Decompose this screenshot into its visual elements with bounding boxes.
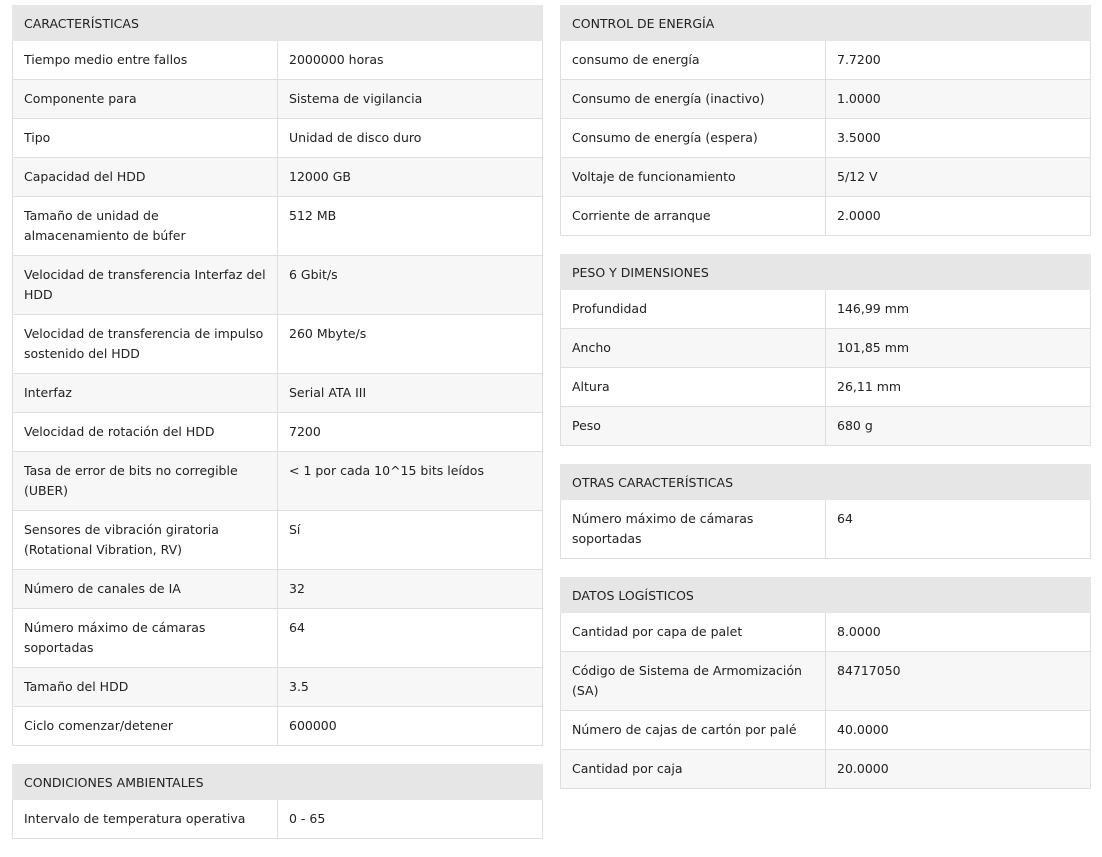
spec-value: 12000 GB bbox=[278, 158, 543, 197]
spec-label: Consumo de energía (inactivo) bbox=[561, 80, 826, 119]
spec-table-condiciones-ambientales bbox=[12, 764, 543, 839]
spec-label: Componente para bbox=[13, 80, 278, 119]
spec-label: Número máximo de cámaras soportadas bbox=[561, 500, 826, 559]
spec-row bbox=[561, 407, 1091, 446]
spec-row bbox=[13, 315, 543, 374]
spec-row bbox=[13, 119, 543, 158]
spec-row bbox=[13, 374, 543, 413]
spec-row bbox=[13, 668, 543, 707]
spec-table-peso-y-dimensiones bbox=[560, 254, 1091, 446]
spec-value: 2.0000 bbox=[826, 197, 1091, 236]
spec-label: Ciclo comenzar/detener bbox=[13, 707, 278, 746]
spec-label: Altura bbox=[561, 368, 826, 407]
spec-value: 680 g bbox=[826, 407, 1091, 446]
spec-row bbox=[561, 290, 1091, 329]
section-header: OTRAS CARACTERÍSTICAS bbox=[561, 465, 1091, 500]
spec-value: 5/12 V bbox=[826, 158, 1091, 197]
spec-value: Serial ATA III bbox=[278, 374, 543, 413]
spec-label: Capacidad del HDD bbox=[13, 158, 278, 197]
spec-row bbox=[561, 197, 1091, 236]
spec-table-otras-caracteristicas bbox=[560, 464, 1091, 559]
spec-label: Número de canales de IA bbox=[13, 570, 278, 609]
spec-row bbox=[13, 256, 543, 315]
spec-value: 26,11 mm bbox=[826, 368, 1091, 407]
spec-table-datos-logisticos bbox=[560, 577, 1091, 789]
spec-row bbox=[13, 41, 543, 80]
spec-label: Tamaño de unidad de almacenamiento de búfer bbox=[13, 197, 278, 256]
spec-label: Cantidad por caja bbox=[561, 750, 826, 789]
spec-row bbox=[561, 158, 1091, 197]
spec-label: Número de cajas de cartón por palé bbox=[561, 711, 826, 750]
spec-table-caracteristicas bbox=[12, 5, 543, 746]
spec-label: Velocidad de rotación del HDD bbox=[13, 413, 278, 452]
spec-label: Tasa de error de bits no corregible (UBER) bbox=[13, 452, 278, 511]
spec-value: 20.0000 bbox=[826, 750, 1091, 789]
spec-value: 146,99 mm bbox=[826, 290, 1091, 329]
spec-row bbox=[561, 750, 1091, 789]
spec-label: Voltaje de funcionamiento bbox=[561, 158, 826, 197]
spec-value: 512 MB bbox=[278, 197, 543, 256]
spec-value: 101,85 mm bbox=[826, 329, 1091, 368]
spec-value: Sí bbox=[278, 511, 543, 570]
spec-value: 2000000 horas bbox=[278, 41, 543, 80]
spec-row bbox=[13, 158, 543, 197]
spec-label: Velocidad de transferencia de impulso sostenido del HDD bbox=[13, 315, 278, 374]
spec-label: Interfaz bbox=[13, 374, 278, 413]
spec-value: 3.5 bbox=[278, 668, 543, 707]
spec-label: Intervalo de temperatura operativa bbox=[13, 800, 278, 839]
spec-row bbox=[13, 570, 543, 609]
spec-row bbox=[13, 80, 543, 119]
spec-row bbox=[13, 452, 543, 511]
spec-row bbox=[561, 41, 1091, 80]
spec-value: < 1 por cada 10^15 bits leídos bbox=[278, 452, 543, 511]
spec-label: Profundidad bbox=[561, 290, 826, 329]
spec-value: 3.5000 bbox=[826, 119, 1091, 158]
spec-value: 7.7200 bbox=[826, 41, 1091, 80]
right-column bbox=[560, 5, 1091, 807]
spec-value: 6 Gbit/s bbox=[278, 256, 543, 315]
spec-value: 7200 bbox=[278, 413, 543, 452]
spec-label: Sensores de vibración giratoria (Rotational Vibration, RV) bbox=[13, 511, 278, 570]
spec-label: Velocidad de transferencia Interfaz del HDD bbox=[13, 256, 278, 315]
spec-row bbox=[561, 613, 1091, 652]
spec-label: Peso bbox=[561, 407, 826, 446]
section-header: DATOS LOGÍSTICOS bbox=[561, 578, 1091, 613]
spec-value: 1.0000 bbox=[826, 80, 1091, 119]
spec-label: Tipo bbox=[13, 119, 278, 158]
spec-label: Corriente de arranque bbox=[561, 197, 826, 236]
spec-value: 64 bbox=[826, 500, 1091, 559]
spec-row bbox=[13, 609, 543, 668]
left-column bbox=[12, 5, 543, 857]
spec-label: Tiempo medio entre fallos bbox=[13, 41, 278, 80]
spec-value: 64 bbox=[278, 609, 543, 668]
spec-value: 260 Mbyte/s bbox=[278, 315, 543, 374]
spec-value: 32 bbox=[278, 570, 543, 609]
spec-row bbox=[561, 329, 1091, 368]
spec-row bbox=[561, 711, 1091, 750]
spec-value: Sistema de vigilancia bbox=[278, 80, 543, 119]
spec-table-control-de-energia bbox=[560, 5, 1091, 236]
spec-value: Unidad de disco duro bbox=[278, 119, 543, 158]
spec-label: Tamaño del HDD bbox=[13, 668, 278, 707]
spec-row bbox=[561, 500, 1091, 559]
spec-row bbox=[13, 197, 543, 256]
spec-value: 8.0000 bbox=[826, 613, 1091, 652]
spec-value: 84717050 bbox=[826, 652, 1091, 711]
spec-value: 0 - 65 bbox=[278, 800, 543, 839]
spec-row bbox=[13, 511, 543, 570]
section-header: CONDICIONES AMBIENTALES bbox=[13, 765, 543, 800]
spec-value: 600000 bbox=[278, 707, 543, 746]
spec-row bbox=[13, 800, 543, 839]
spec-label: Código de Sistema de Armomización (SA) bbox=[561, 652, 826, 711]
spec-label: Cantidad por capa de palet bbox=[561, 613, 826, 652]
spec-row bbox=[561, 119, 1091, 158]
spec-label: Número máximo de cámaras soportadas bbox=[13, 609, 278, 668]
spec-value: 40.0000 bbox=[826, 711, 1091, 750]
section-header: CARACTERÍSTICAS bbox=[13, 6, 543, 41]
spec-label: Ancho bbox=[561, 329, 826, 368]
spec-row bbox=[561, 368, 1091, 407]
spec-label: consumo de energía bbox=[561, 41, 826, 80]
spec-label: Consumo de energía (espera) bbox=[561, 119, 826, 158]
section-header: PESO Y DIMENSIONES bbox=[561, 255, 1091, 290]
spec-row bbox=[561, 80, 1091, 119]
spec-row bbox=[13, 413, 543, 452]
section-header: CONTROL DE ENERGÍA bbox=[561, 6, 1091, 41]
spec-row bbox=[561, 652, 1091, 711]
